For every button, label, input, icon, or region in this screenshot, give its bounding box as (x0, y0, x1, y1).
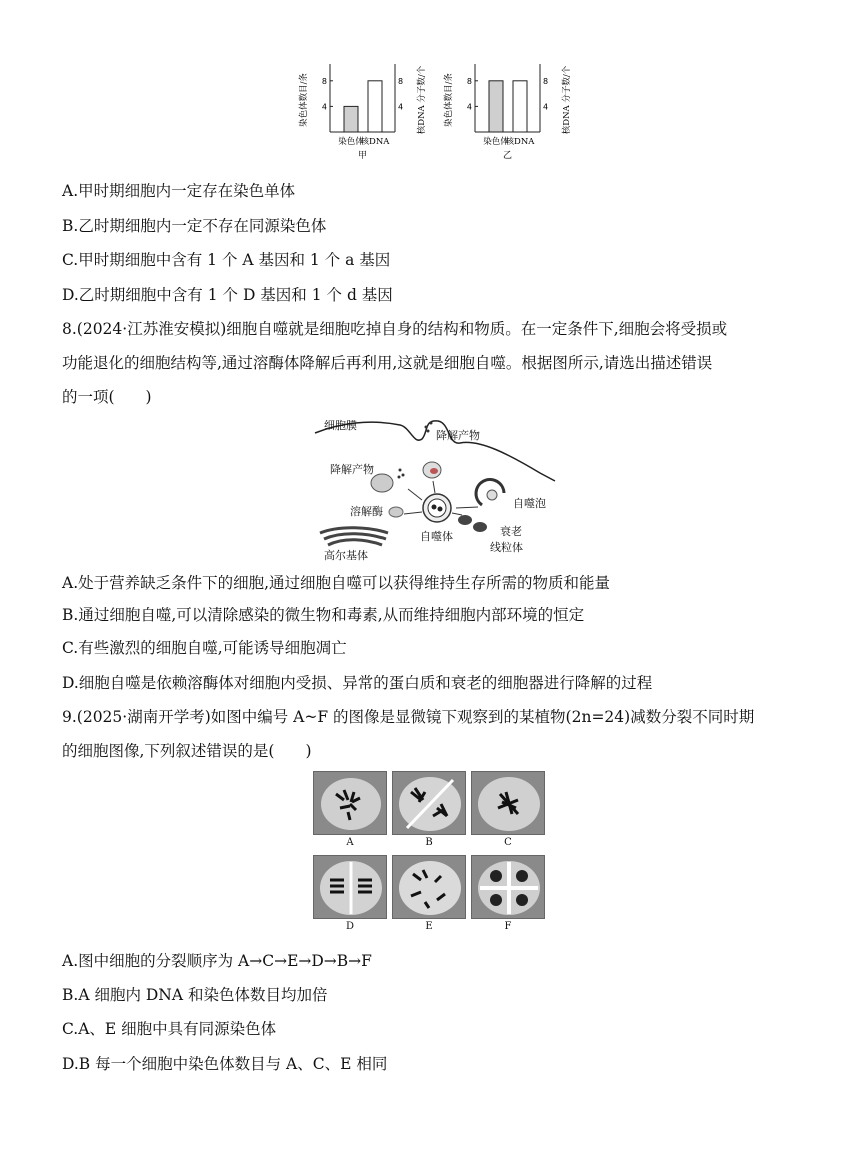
q8-option-b: B.通过细胞自噬,可以清除感染的微生物和毒素,从而维持细胞内部环境的恒定 (62, 606, 585, 624)
micrograph-a (313, 771, 387, 835)
ytick-left-jia-1: 8 (321, 76, 327, 86)
ylabel-right-jia: 核DNA 分子数/个 (417, 65, 427, 135)
micrograph-label-d: D (345, 921, 355, 932)
q9-option-a: A.图中细胞的分裂顺序为 A→C→E→D→B→F (62, 952, 372, 970)
bar-jia-1 (368, 81, 382, 132)
q7-option-a: A.甲时期细胞内一定存在染色单体 (62, 182, 296, 200)
micrograph-label-a: A (346, 837, 354, 848)
chart-title-yi: 乙 (502, 151, 513, 161)
bar-yi-0 (489, 81, 503, 132)
label-autophagic-vesicle: 自噬泡 (513, 497, 546, 510)
meiosis-micrographs (313, 771, 548, 936)
micrograph-d (313, 855, 387, 919)
ytick-left-yi-0: 4 (466, 102, 472, 112)
micrograph-c (471, 771, 545, 835)
autophagy-diagram (310, 415, 560, 565)
category-label-jia-0: 染色体 (338, 137, 364, 147)
chromosome-dna-bar-charts (300, 60, 570, 170)
q8-option-c: C.有些激烈的细胞自噬,可能诱导细胞凋亡 (62, 639, 347, 657)
micrograph-e (392, 855, 466, 919)
ytick-right-yi-1: 8 (543, 76, 549, 86)
q9-stem-line1: 9.(2025·湖南开学考)如图中编号 A~F 的图像是显微镜下观察到的某植物(2n=24)减数分裂不同时期 (62, 708, 755, 726)
q8-option-d: D.细胞自噬是依赖溶酶体对细胞内受损、异常的蛋白质和衰老的细胞器进行降解的过程 (62, 674, 653, 692)
micrograph-label-f: F (504, 921, 512, 932)
chart-title-jia: 甲 (357, 151, 368, 161)
q7-option-c: C.甲时期细胞中含有 1 个 A 基因和 1 个 a 基因 (62, 251, 391, 269)
label-degradation-product-left: 降解产物 (330, 463, 374, 476)
micrograph-f (471, 855, 545, 919)
micrograph-b (392, 771, 466, 835)
micrograph-label-b: B (425, 837, 433, 848)
category-label-jia-1: 核DNA (360, 137, 390, 147)
ylabel-right-yi: 核DNA 分子数/个 (562, 65, 572, 135)
label-cell-membrane: 细胞膜 (324, 419, 357, 432)
q9-option-c: C.A、E 细胞中具有同源染色体 (62, 1020, 277, 1038)
ylabel-left-yi: 染色体数目/条 (444, 73, 454, 127)
label-autophagosome: 自噬体 (420, 530, 453, 543)
q9-stem-line2: 的细胞图像,下列叙述错误的是( ) (62, 742, 312, 760)
ytick-right-yi-0: 4 (543, 102, 549, 112)
label-golgi: 高尔基体 (324, 549, 368, 562)
chart-yi (443, 64, 572, 161)
q8-stem-line3: 的一项( ) (62, 388, 152, 406)
bar-jia-0 (344, 106, 358, 132)
q8-option-a: A.处于营养缺乏条件下的细胞,通过细胞自噬可以获得维持生存所需的物质和能量 (62, 574, 611, 592)
label-aging: 衰老 (500, 525, 522, 538)
label-lysosome: 溶解酶 (350, 505, 383, 518)
label-mitochondria: 线粒体 (490, 541, 523, 554)
ytick-right-jia-0: 4 (398, 102, 404, 112)
q9-option-b: B.A 细胞内 DNA 和染色体数目均加倍 (62, 986, 328, 1004)
q9-option-d: D.B 每一个细胞中染色体数目与 A、C、E 相同 (62, 1055, 388, 1073)
ylabel-left-jia: 染色体数目/条 (299, 73, 309, 127)
micrograph-label-c: C (504, 837, 512, 848)
micrograph-label-e: E (425, 921, 433, 932)
category-label-yi-0: 染色体 (483, 137, 509, 147)
bar-yi-1 (513, 81, 527, 132)
category-label-yi-1: 核DNA (505, 137, 535, 147)
q8-stem-line1: 8.(2024·江苏淮安模拟)细胞自噬就是细胞吃掉自身的结构和物质。在一定条件下,细胞会将受损或 (62, 320, 728, 338)
q8-stem-line2: 功能退化的细胞结构等,通过溶酶体降解后再利用,这就是细胞自噬。根据图所示,请选出描述错误 (62, 354, 713, 372)
label-degradation-product-top: 降解产物 (436, 429, 480, 442)
ytick-left-jia-0: 4 (321, 102, 327, 112)
chart-jia (298, 64, 427, 161)
q7-option-d: D.乙时期细胞中含有 1 个 D 基因和 1 个 d 基因 (62, 286, 393, 304)
ytick-right-jia-1: 8 (398, 76, 404, 86)
q7-option-b: B.乙时期细胞内一定不存在同源染色体 (62, 217, 327, 235)
ytick-left-yi-1: 8 (466, 76, 472, 86)
